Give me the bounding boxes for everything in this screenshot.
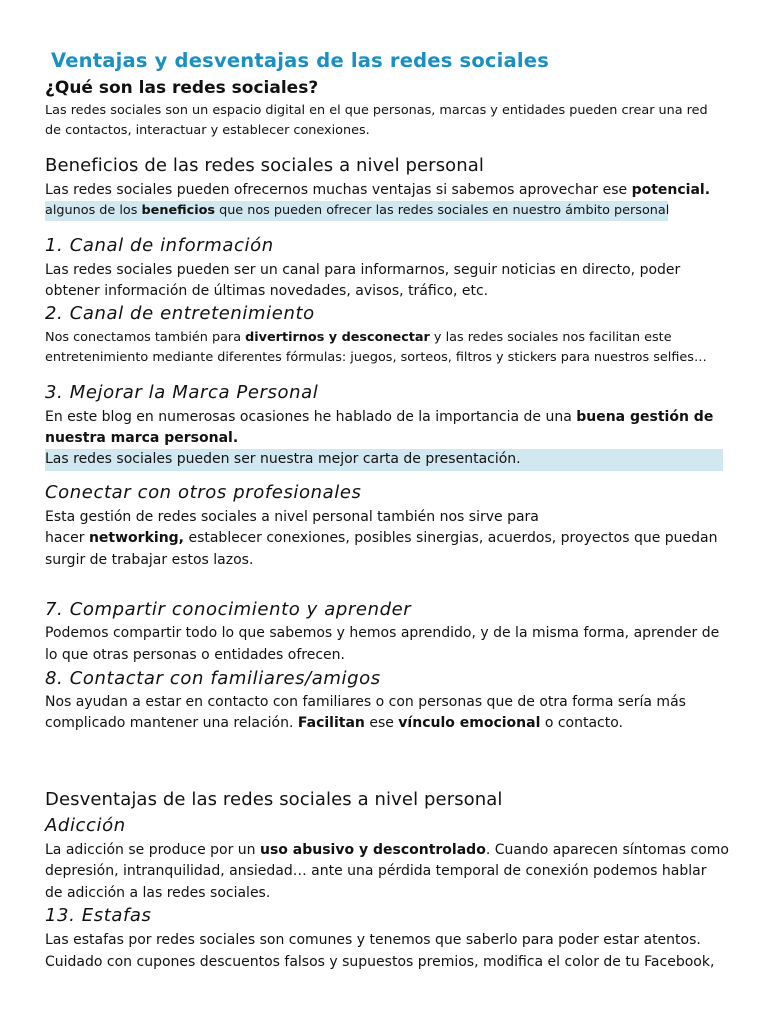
heading-section-8: 8. Contactar con familiares/amigos [45,668,381,689]
highlighted-line: Las redes sociales pueden ser nuestra mejor carta de presentación. [45,449,723,471]
paragraph-line: Las redes sociales son un espacio digital en el que personas, marcas y entidades pueden crear una red [45,103,708,118]
paragraph-line: Nos ayudan a estar en contacto con familiares o con personas que de otra forma sería más [45,694,686,710]
paragraph-line: Esta gestión de redes sociales a nivel personal también nos sirve para [45,509,539,525]
paragraph-line: Cuidado con cupones descuentos falsos y supuestos premios, modifica el color de tu Facebook, [45,954,715,970]
paragraph-line: obtener información de últimas novedades, avisos, tráfico, etc. [45,283,489,299]
heading-section-1: 1. Canal de información [45,235,274,256]
heading-addiction: Adicción [45,815,126,836]
heading-disadvantages: Desventajas de las redes sociales a nivel personal [45,789,503,810]
bold-text: vínculo emocional [398,715,541,731]
bold-text: beneficios [141,203,215,218]
bold-text: potencial. [631,182,711,198]
bold-text: uso abusivo y descontrolado [260,842,486,858]
heading-section-4: Conectar con otros profesionales [45,482,362,503]
heading-section-7: 7. Compartir conocimiento y aprender [45,599,412,620]
paragraph-line: La adicción se produce por un uso abusivo y descontrolado. Cuando aparecen síntomas como [45,842,729,858]
paragraph-line: complicado mantener una relación. Facilitan ese vínculo emocional o contacto. [45,715,624,731]
heading-section-13: 13. Estafas [45,905,152,926]
paragraph-line: lo que otras personas o entidades ofrecen. [45,647,345,663]
paragraph-line: Las redes sociales pueden ser un canal para informarnos, seguir noticias en directo, poder [45,262,681,278]
heading-what-are-social-networks: ¿Qué son las redes sociales? [45,78,319,98]
paragraph-line: Las estafas por redes sociales son comunes y tenemos que saberlo para poder estar atentos. [45,932,701,948]
paragraph-line: En este blog en numerosas ocasiones he hablado de la importancia de una buena gestión de [45,409,714,425]
bold-text: buena gestión de [576,409,714,425]
bold-text: Facilitan [297,715,365,731]
heading-section-3: 3. Mejorar la Marca Personal [45,382,319,403]
paragraph-line [45,428,238,450]
heading-benefits: Beneficios de las redes sociales a nivel personal [45,155,485,176]
document-title: Ventajas y desventajas de las redes sociales [51,49,550,72]
paragraph-line: de adicción a las redes sociales. [45,885,271,901]
paragraph-line: surgir de trabajar estos lazos. [45,552,254,568]
paragraph-line: entretenimiento mediante diferentes fórmulas: juegos, sorteos, filtros y stickers para nuestros selfies… [45,350,707,365]
paragraph-line: depresión, intranquilidad, ansiedad… ante una pérdida temporal de conexión podemos hablar [45,863,707,879]
paragraph-line: hacer networking, establecer conexiones, posibles sinergias, acuerdos, proyectos que puedan [45,530,718,546]
heading-section-2: 2. Canal de entretenimiento [45,303,315,324]
paragraph-line: de contactos, interactuar y establecer conexiones. [45,123,370,138]
paragraph-line: Podemos compartir todo lo que sabemos y hemos aprendido, y de la misma forma, aprender de [45,625,720,641]
bold-text: nuestra marca personal. [45,430,239,446]
bold-text: networking, [88,530,184,546]
bold-text: divertirnos y desconectar [245,330,430,345]
paragraph-line: Nos conectamos también para divertirnos y desconectar y las redes sociales nos facilitan este [45,330,672,345]
paragraph-line: Las redes sociales pueden ofrecernos muchas ventajas si sabemos aprovechar ese potencial. [45,182,711,198]
highlighted-line: algunos de los beneficios que nos pueden ofrecer las redes sociales en nuestro ámbito personal [45,201,668,221]
